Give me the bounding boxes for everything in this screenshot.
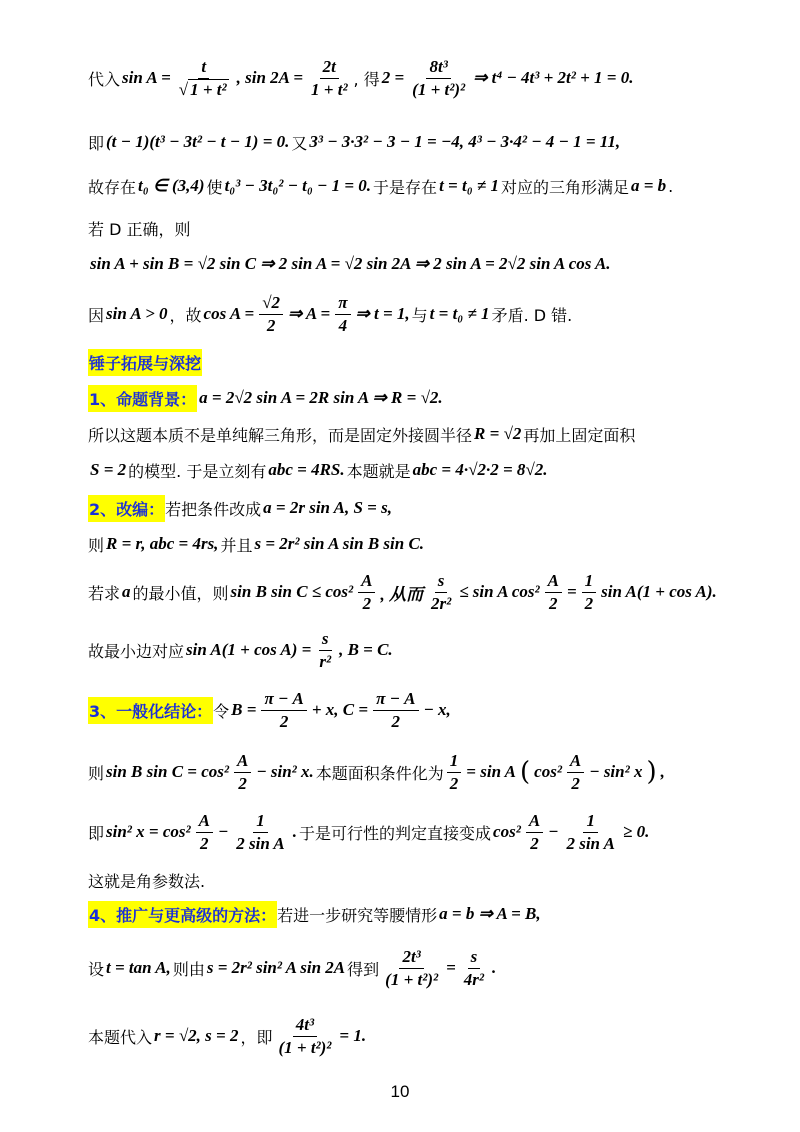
fraction xyxy=(447,751,462,794)
text: 则 xyxy=(88,763,105,783)
numerator: A xyxy=(545,571,562,593)
line-general xyxy=(88,686,748,734)
denominator: (1 + t²)² xyxy=(385,969,439,989)
text: 则 xyxy=(88,535,105,555)
text: 这就是角参数法. xyxy=(88,871,206,891)
math: s = 2r² sin A sin B sin C. xyxy=(254,534,425,553)
line-equation-chain xyxy=(88,240,748,288)
math: , xyxy=(660,762,665,781)
fraction xyxy=(196,811,213,854)
denominator: 2 xyxy=(200,833,209,853)
numerator: A xyxy=(234,751,251,773)
line-existence xyxy=(88,162,748,210)
math: sin² x = cos² xyxy=(106,822,191,841)
fraction xyxy=(428,571,454,614)
denominator: √ 1 + t² xyxy=(178,79,227,99)
text: 则由 xyxy=(172,959,205,979)
fraction xyxy=(373,689,418,732)
text: . xyxy=(668,176,674,196)
math: (t − 1)(t³ − 3t² − t − 1) = 0. xyxy=(106,132,290,151)
math: cos A = xyxy=(203,304,255,323)
fraction xyxy=(563,811,618,854)
math: R = √2 xyxy=(474,424,522,443)
math: B = xyxy=(231,700,257,719)
math: R = r, abc = 4rs, xyxy=(106,534,219,553)
numerator: 1 xyxy=(583,811,598,833)
math: = 1. xyxy=(339,1026,367,1045)
numerator: A xyxy=(526,811,543,833)
text: 若把条件改成 xyxy=(165,499,262,519)
numerator: π xyxy=(335,293,350,315)
math: cos² xyxy=(534,762,562,781)
denominator: (1 + t²)² xyxy=(412,79,466,99)
page-number: 10 xyxy=(390,1082,410,1101)
numerator: A xyxy=(196,811,213,833)
numerator: s xyxy=(435,571,448,593)
numerator: s xyxy=(319,629,332,651)
text: 代入 xyxy=(88,69,121,89)
text: 若进一步研究等腰情形 xyxy=(277,905,438,925)
fraction xyxy=(335,293,350,336)
denominator: 2 xyxy=(391,711,401,731)
fraction xyxy=(275,1015,334,1058)
numerator: s xyxy=(468,947,481,969)
fraction xyxy=(545,571,562,614)
denominator: 2 xyxy=(266,315,276,335)
paren-open: ( xyxy=(520,757,531,787)
math: abc = 4RS. xyxy=(268,460,345,479)
line-tan-sub xyxy=(88,944,748,992)
fraction xyxy=(382,947,441,990)
text: 与 xyxy=(411,305,428,325)
math: r = √2, s = 2 xyxy=(154,1026,239,1045)
numerator: A xyxy=(567,751,584,773)
math: = xyxy=(566,582,577,601)
fraction xyxy=(308,57,351,100)
numerator: π − A xyxy=(261,689,306,711)
denominator: 4 xyxy=(338,315,348,335)
denominator: 2r² xyxy=(430,593,452,613)
math: a xyxy=(122,582,131,601)
fraction xyxy=(358,571,375,614)
line-then xyxy=(88,520,748,568)
line-advanced xyxy=(88,890,748,938)
numerator: √2 xyxy=(259,293,283,315)
line-factorization xyxy=(88,118,748,166)
numerator: 1 xyxy=(582,571,597,593)
math: + x, C = xyxy=(311,700,369,719)
math: abc = 4·√2·2 = 8√2. xyxy=(412,460,548,479)
denominator: 2 xyxy=(279,711,289,731)
math: − xyxy=(548,822,559,841)
text: 因 xyxy=(88,305,105,325)
denominator: 2 xyxy=(362,593,372,613)
subsection-heading: 3、一般化结论： xyxy=(88,697,213,724)
text: 并且 xyxy=(220,535,253,555)
numerator: t xyxy=(198,57,209,79)
numerator: π − A xyxy=(373,689,418,711)
denominator: 2 xyxy=(584,593,594,613)
denominator: (1 + t²)² xyxy=(278,1037,332,1057)
fraction xyxy=(234,751,251,794)
math: , sin 2A = xyxy=(236,68,304,87)
fraction xyxy=(176,57,232,100)
denominator: r² xyxy=(319,651,332,671)
text: 本题面积条件化为 xyxy=(315,763,444,783)
subsection-heading: 2、改编： xyxy=(88,495,165,522)
numerator: 2t³ xyxy=(399,947,423,969)
denominator: 2 xyxy=(449,773,459,793)
numerator: 1 xyxy=(447,751,462,773)
math: − sin² x xyxy=(589,762,643,781)
line-area-condition xyxy=(88,748,748,796)
text: , 得 xyxy=(353,69,380,89)
fraction xyxy=(261,689,306,732)
line-min-side xyxy=(88,626,748,674)
math: t₀³ − 3t₀² − t₀ − 1 = 0. xyxy=(224,176,372,195)
text: 矛盾. D 错. xyxy=(491,305,573,325)
fraction xyxy=(259,293,283,336)
math: sin B sin C = cos² xyxy=(106,762,229,781)
text: 对应的三角形满足 xyxy=(500,177,629,197)
math: = sin A xyxy=(466,762,516,781)
fraction xyxy=(526,811,543,854)
denominator: 2 xyxy=(571,773,580,793)
math: a = 2√2 sin A = 2R sin A ⇒ R = √2. xyxy=(199,388,443,407)
math: 3³ − 3·3² − 3 − 1 = −4, 4³ − 3·4² − 4 − 1 = 11, xyxy=(309,132,621,151)
math: − xyxy=(217,822,229,841)
text: 于是可行性的判定直接变成 xyxy=(299,823,492,843)
subsection-heading: 1、命题背景： xyxy=(88,385,197,412)
denominator: 2 xyxy=(549,593,558,613)
math: a = b ⇒ A = B, xyxy=(439,904,541,923)
math: ⇒ A = xyxy=(288,304,331,323)
math: t₀ ∈ (3,4) xyxy=(138,176,205,195)
math: 2 = xyxy=(381,68,405,87)
text: 的模型. 于是立刻有 xyxy=(128,461,267,481)
math: , B = C. xyxy=(339,640,393,659)
math: s = 2r² sin² A sin 2A xyxy=(206,958,346,977)
text: 于是存在 xyxy=(373,177,438,197)
text: 令 xyxy=(213,701,230,721)
math: , 从而 xyxy=(380,584,423,604)
text: 即 xyxy=(88,823,105,843)
text: 若求 xyxy=(88,583,121,603)
math: − x, xyxy=(423,700,451,719)
text: 使 xyxy=(206,177,223,197)
text: 的最小值，则 xyxy=(132,583,229,603)
line-final xyxy=(88,1012,748,1060)
math: sin A(1 + cos A). xyxy=(601,582,717,601)
math: a = b xyxy=(630,176,667,195)
text: 若 D 正确，则 xyxy=(88,219,191,239)
text: 本题就是 xyxy=(346,461,411,481)
text: 所以这题本质不是单纯解三角形，而是固定外接圆半径 xyxy=(88,425,473,445)
radicand: 1 + t² xyxy=(190,79,227,99)
denominator: 2 xyxy=(238,773,247,793)
text: 得到 xyxy=(347,959,380,979)
fraction xyxy=(233,811,288,854)
text: 再加上固定面积 xyxy=(523,425,636,445)
fraction xyxy=(582,571,597,614)
math: sin A(1 + cos A) = xyxy=(186,640,312,659)
line-contradiction xyxy=(88,290,748,338)
math: a = 2r sin A, S = s, xyxy=(263,498,392,517)
line-substitution xyxy=(88,54,748,102)
section-heading: 锤子拓展与深挖 xyxy=(88,349,202,376)
text: 故最小边对应 xyxy=(88,641,185,661)
math: ≤ sin A cos² xyxy=(459,582,540,601)
math: t = t₀ ≠ 1 xyxy=(429,304,490,323)
math: − sin² x. xyxy=(256,762,314,781)
math: sin A = xyxy=(122,68,171,87)
denominator: 2 sin A xyxy=(236,833,285,853)
denominator: 2 sin A xyxy=(566,833,615,853)
denominator: 4r² xyxy=(463,969,484,989)
math: cos² xyxy=(493,822,521,841)
text: 即 xyxy=(88,133,105,153)
math: ⇒ t = 1, xyxy=(355,304,410,323)
math: . xyxy=(492,958,497,977)
fraction xyxy=(461,947,487,990)
math: t = tan A, xyxy=(106,958,171,977)
text: 又 xyxy=(291,133,308,153)
fraction xyxy=(409,57,468,100)
text: 故存在 xyxy=(88,177,137,197)
paren-close: ) xyxy=(646,757,657,787)
subsection-heading: 4、推广与更高级的方法： xyxy=(88,901,277,928)
numerator: 1 xyxy=(253,811,268,833)
text: ，即 xyxy=(240,1027,273,1047)
text: 本题代入 xyxy=(88,1027,153,1047)
numerator: 8t³ xyxy=(426,57,450,79)
numerator: 4t³ xyxy=(293,1015,317,1037)
math: ⇒ t⁴ − 4t³ + 2t² + 1 = 0. xyxy=(473,68,634,87)
math: t = t₀ ≠ 1 xyxy=(439,176,499,195)
math: sin A > 0 xyxy=(106,304,168,323)
math: S = 2 xyxy=(90,460,127,479)
numerator: A xyxy=(358,571,375,593)
denominator: 1 + t² xyxy=(311,79,348,99)
math: . xyxy=(292,822,298,841)
line-feasibility xyxy=(88,808,748,856)
text: ，故 xyxy=(169,305,202,325)
math: sin B sin C ≤ cos² xyxy=(230,582,354,601)
math: = xyxy=(446,958,456,977)
numerator: 2t xyxy=(320,57,339,79)
fraction xyxy=(567,751,584,794)
math: sin A + sin B = √2 sin C ⇒ 2 sin A = √2 sin 2A ⇒ 2 sin A = 2√2 sin A cos A. xyxy=(90,254,611,273)
denominator: 2 xyxy=(530,833,539,853)
math: ≥ 0. xyxy=(622,822,650,841)
fraction xyxy=(316,629,334,672)
text: 设 xyxy=(88,959,105,979)
line-minimum xyxy=(88,568,748,616)
